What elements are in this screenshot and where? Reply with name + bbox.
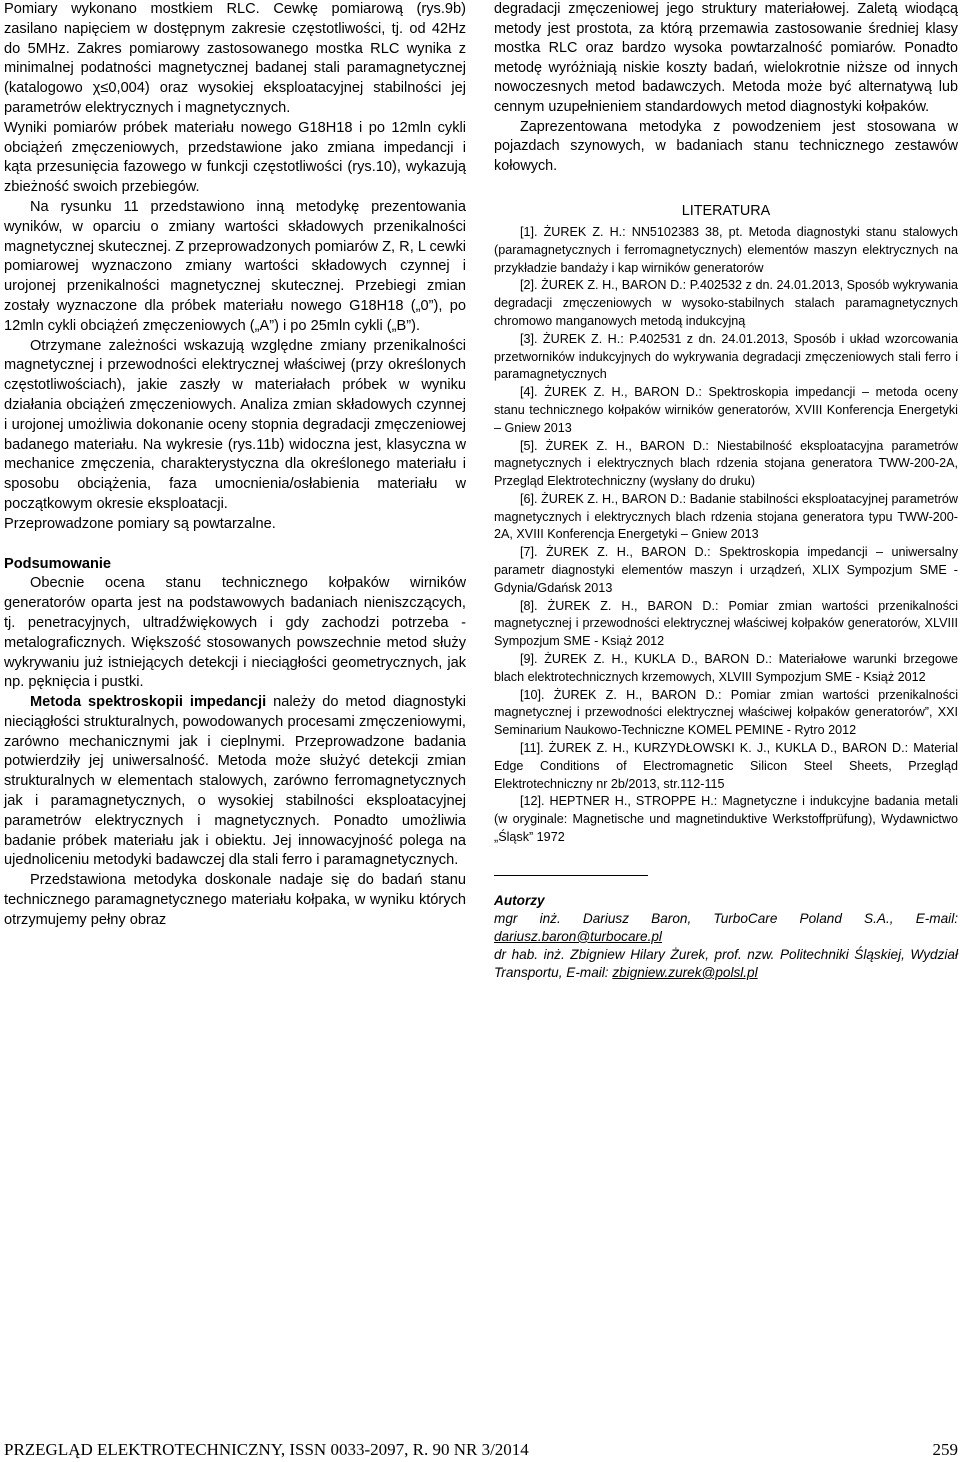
author-2-email-link[interactable]: zbigniew.zurek@polsl.pl xyxy=(612,964,758,980)
authors-heading: Autorzy xyxy=(494,892,545,908)
paragraph-summary-2-text: należy do metod diagnostyki nieciągłości strukturalnych, powodowanych procesami zmęczeniowymi, zarówno mechanicznymi jak i cieplnymi. Przeprowadzone badania potwierdziły jej uniwersalność. Metoda może służyć detekcji zmian strukturalnych w elementach stalowych, zarówno ferromagnetycznych jak i paramagnetycznych, o wysokiej stabilności eksploatacyjnej parametrów elektrycznych i magnetycznych. Ponadto umożliwia badanie próbek materiału jak i obiektu. Jej innowacyjność polega na ujednoliceniu metodyki badawczej dla stali ferro i paramagnetycznych. xyxy=(4,694,466,869)
right-column xyxy=(494,0,958,982)
paragraph-method-advantages: degradacji zmęczeniowej jego struktury materiałowej. Zaletą wiodącą metody jest prostota, za którą przemawia zastosowanie średniej klasy mostka RLC oraz bardzo wysoka powtarzalność pomiarów. Ponadto metodę wyróżniają niskie koszty badań, wielokrotnie niższe od innych nowoczesnych metod badawczych. Metoda może być alternatywą lub cennym uzupełnieniem standardowych metod diagnostyki kołpaków. xyxy=(494,1,958,115)
authors-divider xyxy=(494,875,648,876)
reference-item: [3]. ŻUREK Z. H.: P.402531 z dn. 24.01.2013, Sposób i układ wzorcowania przetworników indukcyjnych do wykrywania degradacji zmęczeniowych stali ferro i paramagnetycznych xyxy=(494,331,958,382)
author-2 xyxy=(494,946,958,982)
page-number: 259 xyxy=(932,1440,958,1459)
reference-item: [10]. ŻUREK Z. H., BARON D.: Pomiar zmian wartości przenikalności magnetycznej i przewodności elektrycznej właściwej kołpaków generatorów”, XXI Seminarium Naukowo-Techniczne KOMEL PEMINE - Rytro 2012 xyxy=(494,687,958,738)
page-footer xyxy=(4,1440,958,1462)
author-1 xyxy=(494,910,958,946)
reference-item: [6]. ŻUREK Z. H., BARON D.: Badanie stabilności eksploatacyjnej parametrów magnetycznych i elektrycznych blach rdzenia stojana generatora typu TWW-200-2A, XVIII Konferencja Energetyki – Gniew 2013 xyxy=(494,491,958,542)
reference-item: [11]. ŻUREK Z. H., KURZYDŁOWSKI K. J., KUKLA D., BARON D.: Material Edge Conditions of Electromagnetic Silicon Steel Sheets, Przegląd Elektrotechniczny nr 2b/2013, str.112-115 xyxy=(494,741,958,791)
references-heading: LITERATURA xyxy=(681,203,771,220)
paragraph-analysis: Otrzymane zależności wskazują względne zmiany przenikalności magnetycznej i przewodności elektrycznej właściwej (przy określonych częstotliwościach), jakie zaszły w materiałach próbek w wyniku działania obciążeń zmęczeniowych. Analiza zmian składowych czynnej i urojonej umożliwia dokonanie oceny stopnia degradacji zmęczeniowej badanego materiału. Na wykresie (rys.11b) widoczna jest, klasyczna w mechanice zmęczenia, charakterystyczna dla określonego materiału i sposobu obciążenia, faza umocnienia/osłabienia materiału w początkowym okresie eksploatacji. xyxy=(4,337,466,512)
paragraph-summary-3: Przedstawiona metodyka doskonale nadaje się do badań stanu technicznego paramagnetycznego materiału kołpaka, w wyniku których otrzymujemy pełny obraz xyxy=(4,872,466,928)
paragraph-measurement-setup: Pomiary wykonano mostkiem RLC. Cewkę pomiarową (rys.9b) zasilano napięciem w dostępnym zakresie częstotliwości, tj. od 42Hz do 5MHz. Zakres pomiarowy zastosowanego mostka RLC wynika z minimalnej podatności magnetycznej badanej stali paramagnetycznej (katalogowo χ≤0,004) oraz wysokiej eksploatacyjnej stabilności jej parametrów elektrycznych i magnetycznych. xyxy=(4,1,466,116)
reference-item: [5]. ŻUREK Z. H., BARON D.: Niestabilność eksploatacyjna parametrów magnetycznych i elektrycznych blach rdzenia stojana generatora TWW-200-2A, Przegląd Elektrotechniczny (wysłany do druku) xyxy=(494,438,958,489)
bold-method-name: Metoda spektroskopii impedancji xyxy=(30,694,267,711)
paragraph-repeatability: Przeprowadzone pomiary są powtarzalne. xyxy=(4,515,276,532)
section-heading-summary: Podsumowanie xyxy=(4,555,112,572)
reference-list xyxy=(494,224,958,847)
author-1-affiliation: mgr inż. Dariusz Baron, TurboCare Poland S.A., E-mail: xyxy=(494,910,958,926)
author-2-affiliation: dr hab. inż. Zbigniew Hilary Żurek, prof. nzw. Politechniki Śląskiej, Wydział Transportu, E-mail: xyxy=(494,946,958,980)
reference-item: [1]. ŻUREK Z. H.: NN5102383 38, pt. Metoda diagnostyki stanu stalowych (paramagnetycznych i ferromagnetycznych) elementów maszyn elektrycznych na przykładzie bandaży i kap wirników generatorów xyxy=(494,224,958,275)
reference-item: [8]. ŻUREK Z. H., BARON D.: Pomiar zmian wartości przenikalności magnetycznej i przewodności elektrycznej właściwej kołpaków generatorów, XLVIII Sympozjum SME - Książ 2012 xyxy=(494,598,958,649)
reference-item: [12]. HEPTNER H., STROPPE H.: Magnetyczne i indukcyjne badania metali (w oryginale: Magnetische und magnetinduktive Werkstoffprüfung), Wydawnictwo „Śląsk” 1972 xyxy=(494,794,958,845)
reference-item: [9]. ŻUREK Z. H., KUKLA D., BARON D.: Materiałowe warunki brzegowe blach elektrotechnicznych krzemowych, XLVIII Sympozjum SME - Książ 2012 xyxy=(494,652,958,684)
paragraph-figure-11: Na rysunku 11 przedstawiono inną metodykę prezentowania wyników, w oparciu o zmiany wartości składowych przenikalności magnetycznej skutecznej. Z przeprowadzonych pomiarów Z, R, L cewki pomiarowej wyznaczono zmiany wartości składowych czynnej i urojonej przenikalności magnetycznej skutecznej. Przebiegi zmian zostały wyznaczone dla próbek materiału nowego G18H18 („0”), po 12mln cykli obciążeń zmęczeniowych („A”) i po 25mln cykli („B”). xyxy=(4,198,466,334)
reference-item: [4]. ŻUREK Z. H., BARON D.: Spektroskopia impedancji – metoda oceny stanu technicznego kołpaków wirników generatorów, XVIII Konferencja Energetyki – Gniew 2013 xyxy=(494,385,958,435)
left-column xyxy=(4,0,466,931)
paragraph-results: Wyniki pomiarów próbek materiału nowego G18H18 i po 12mln cykli obciążeń zmęczeniowych, przedstawione jako zmiana impedancji i kąta przesunięcia fazowego w funkcji częstotliwości (rys.10), wykazują zbieżność swoich przebiegów. xyxy=(4,119,466,196)
journal-info: PRZEGLĄD ELEKTROTECHNICZNY, ISSN 0033-2097, R. 90 NR 3/2014 xyxy=(4,1440,529,1459)
reference-item: [2]. ŻUREK Z. H., BARON D.: P.402532 z dn. 24.01.2013, Sposób wykrywania degradacji zmęczeniowych w wysoko-stabilnych stalach paramagnetycznych chromowo manganowych metodą indukcyjną xyxy=(494,278,958,328)
paragraph-application: Zaprezentowana metodyka z powodzeniem jest stosowana w pojazdach szynowych, w badaniach stanu technicznego zestawów kołowych. xyxy=(494,118,958,174)
paragraph-summary-1: Obecnie ocena stanu technicznego kołpaków wirników generatorów oparta jest na podstawowych badaniach nieniszczących, tj. penetracyjnych, ultradźwiękowych i gdy zachodzi potrzeba - metalograficznych. Większość stosowanych powszechnie metod służy wykrywaniu już istniejących detekcji i nieciągłości geometrycznych, jak np. pęknięcia i pustki. xyxy=(4,575,466,691)
reference-item: [7]. ŻUREK Z. H., BARON D.: Spektroskopia impedancji – uniwersalny parametr diagnostyki elementów maszyn i urządzeń, XLIX Sympozjum SME - Gdynia/Gdańsk 2013 xyxy=(494,545,958,595)
paragraph-summary-2 xyxy=(4,693,466,871)
author-1-email-link[interactable]: dariusz.baron@turbocare.pl xyxy=(494,928,662,944)
